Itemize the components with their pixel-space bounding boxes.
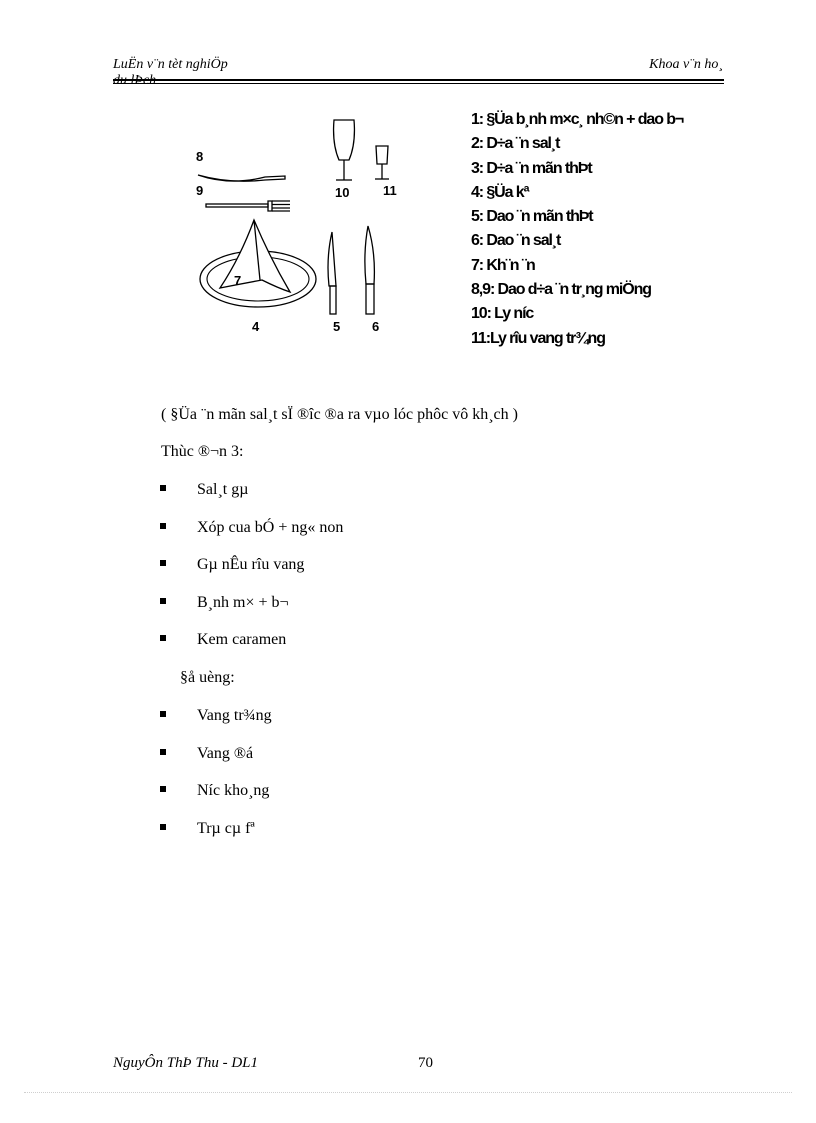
square-bullet-icon [160,560,166,566]
square-bullet-icon [160,749,166,755]
table-setting-figure [190,108,460,348]
figure-legend [471,108,771,351]
header-thesis-subtitle [113,73,313,89]
header-thesis-title: LuËn v¨n tèt nghiÖp [113,57,228,72]
square-bullet-icon [160,635,166,641]
figure-label-9: 9 [196,183,204,198]
figure-label-8: 8 [196,149,204,164]
napkin-drawing [220,220,290,292]
footer-author: NguyÔn ThÞ Thu - DL1 [113,1055,259,1071]
header-faculty: Khoa v¨n ho¸ [649,57,723,72]
figure-label-11: 11 [383,183,397,198]
square-bullet-icon [160,598,166,604]
page-bottom-rule [24,1092,792,1093]
figure-label-4: 4 [252,319,260,334]
square-bullet-icon [160,824,166,830]
legend-item: 11:Ly rîu vang tr¾ng [471,329,605,347]
drink-item-text: Vang tr¾ng [197,707,272,724]
meat-knife-drawing [328,232,336,314]
legend-item: 3: D÷a ¨n mãn thÞt [471,159,592,177]
menu-item-text: Xóp cua bÓ + ng« non [197,518,344,536]
figure-label-5: 5 [333,319,341,334]
dessert-fork-drawing [206,201,290,211]
menu-title: Thùc ®¬n 3: [161,443,244,460]
drink-item-text: Vang ®á [197,744,254,762]
wine-glass-drawing [375,146,389,179]
figure-label-7: 7 [234,273,242,288]
header-rule-thick [113,79,724,81]
menu-item-text: B¸nh m× + b¬ [197,593,289,611]
menu-item-text: Sal¸t gµ [197,481,249,498]
menu-item-text: Gµ nÊu rîu vang [197,556,305,573]
legend-item: 1: §Üa b¸nh m×c¸ nh©n + dao b¬ [471,111,684,128]
legend-item: 2: D÷a ¨n sal¸t [471,135,560,153]
figure-caption: ( §Üa ¨n mãn sal¸t sÏ ®îc ®a ra vµo lóc phôc vô kh¸ch ) [161,406,518,423]
square-bullet-icon [160,786,166,792]
page-number: 70 [418,1055,433,1071]
legend-item: 8,9: Dao d÷a ¨n tr¸ng miÖng [471,281,651,299]
square-bullet-icon [160,523,166,529]
drink-item-text: Níc kho¸ng [197,782,270,799]
menu-item-text: Kem caramen [197,631,287,648]
legend-item: 10: Ly níc [471,305,534,323]
legend-item: 4: §Üa kª [471,183,529,201]
salad-knife-drawing [365,226,375,314]
header-rule-thin [113,83,724,84]
drinks-title: §å uèng: [180,669,235,686]
legend-item: 6: Dao ¨n sal¸t [471,232,561,250]
drink-item-text: Trµ cµ fª [197,819,255,837]
legend-item: 5: Dao ¨n mãn thÞt [471,208,593,226]
figure-label-10: 10 [335,185,350,200]
header-left [113,57,313,89]
dessert-knife-drawing [198,175,285,181]
square-bullet-icon [160,711,166,717]
table-setting-drawing [190,108,460,348]
figure-label-6: 6 [372,319,380,334]
legend-item: 7: Kh¨n ¨n [471,256,535,274]
water-glass-drawing [334,120,355,180]
square-bullet-icon [160,485,166,491]
